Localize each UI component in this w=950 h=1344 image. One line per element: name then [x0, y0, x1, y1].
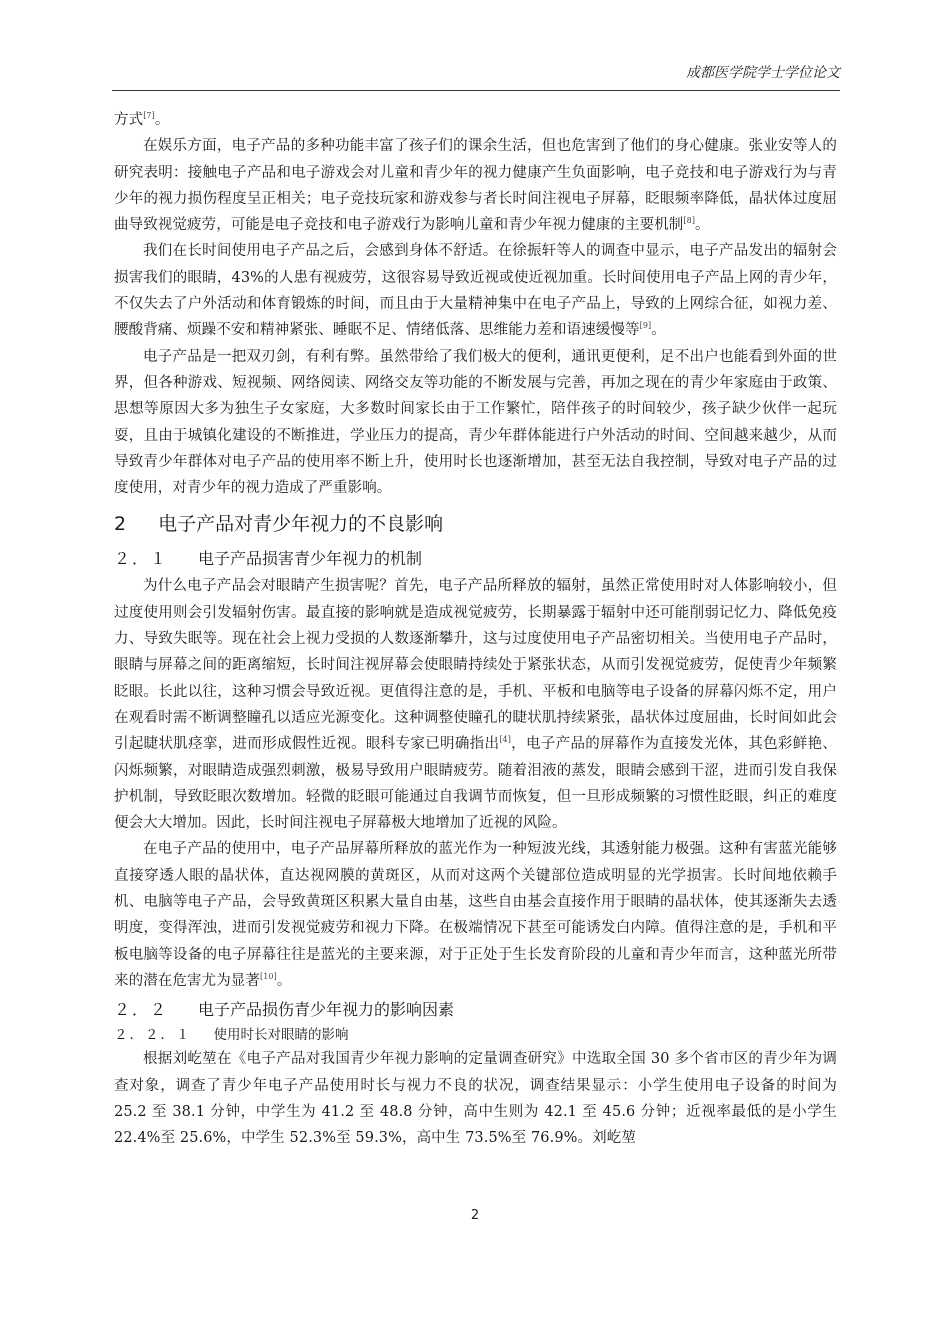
- subsubsection-heading: ２．２．１ 使用时长对眼睛的影响: [114, 1027, 349, 1044]
- citation: [9]: [639, 321, 652, 331]
- paragraph: 电子产品是一把双刃剑，有利有弊。虽然带给了我们极大的便利，通讯更便利，足不出户也能看到外面的世界，但各种游戏、短视频、网络阅读、网络交友等功能的不断发展与完善，再加之现在的青少年家庭由于政策、思想等原因大多为独生子女家庭，大多数时间家长由于工作繁忙，陪伴孩子的时间较少，孩子缺少伙伴一起玩耍，且由于城镇化建设的不断推进，学业压力的提高，青少年群体能进行户外活动的时间、空间越来越少，从而导致青少年群体对电子产品的使用率不断上升，使用时长也逐渐增加，甚至无法自我控制，导致对电子产品的过度使用，对青少年的视力造成了严重影响。: [114, 348, 837, 497]
- paragraph: 我们在长时间使用电子产品之后，会感到身体不舒适。在徐振轩等人的调查中显示，电子产品发出的辐射会损害我们的眼睛，43%的人患有视疲劳，这很容易导致近视或使近视加重。长时间使用电子产品上网的青少年，不仅失去了户外活动和体育锻炼的时间，而且由于大量精神集中在电子产品上，导致的上网综合征，如视力差、腰酸背痛、烦躁不安和精神紧张、睡眠不足、情绪低落、思维能力差和语速缓慢等[9]。: [114, 243, 837, 339]
- paragraph: 在电子产品的使用中，电子产品屏幕所释放的蓝光作为一种短波光线，其透射能力极强。这种有害蓝光能够直接穿透人眼的晶状体，直达视网膜的黄斑区，从而对这两个关键部位造成明显的光学损害。长时间地依赖手机、电脑等电子产品，会导致黄斑区积累大量自由基，这些自由基会直接作用于眼睛的晶状体，使其逐渐失去透明度，变得浑浊，进而引发视觉疲劳和视力下降。在极端情况下甚至可能诱发白内障。值得注意的是，手机和平板电脑等设备的电子屏幕往往是蓝光的主要来源，对于正处于生长发育阶段的儿童和青少年而言，这种蓝光所带来的潜在危害尤为显著[10]。: [114, 841, 837, 989]
- running-header: 成都医学院学士学位论文: [686, 65, 840, 81]
- section-heading: 2 电子产品对青少年视力的不良影响: [114, 513, 444, 536]
- citation: [8]: [683, 216, 696, 226]
- paragraph: 在娱乐方面，电子产品的多种功能丰富了孩子们的课余生活，但也危害到了他们的身心健康。张业安等人的研究表明：接触电子产品和电子游戏会对儿童和青少年的视力健康产生负面影响，电子竞技和电子游戏行为与青少年的视力损伤程度呈正相关；电子竞技玩家和游戏参与者长时间注视电子屏幕，眨眼频率降低，晶状体过度屈曲导致视觉疲劳，可能是电子竞技和电子游戏行为影响儿童和青少年视力健康的主要机制[8]。: [114, 138, 837, 234]
- citation: [4]: [499, 735, 511, 745]
- header-rule: [112, 90, 840, 91]
- citation: [7]: [143, 111, 155, 120]
- paragraph: 为什么电子产品会对眼睛产生损害呢？首先，电子产品所释放的辐射，虽然正常使用时对人体影响较小，但过度使用则会引发辐射伤害。最直接的影响就是造成视觉疲劳，长期暴露于辐射中还可能削弱记忆力、降低免疫力、导致失眠等。现在社会上视力受损的人数逐渐攀升，这与过度使用电子产品密切相关。当使用电子产品时，眼睛与屏幕之间的距离缩短，长时间注视屏幕会使眼睛持续处于紧张状态，从而引发视觉疲劳，促使青少年频繁眨眼。长此以往，这种习惯会导致近视。更值得注意的是，手机、平板和电脑等电子设备的屏幕闪烁不定，用户在观看时需不断调整瞳孔以适应光源变化。这种调整使瞳孔的睫状肌持续紧张，晶状体过度屈曲，长时间如此会引起睫状肌痉挛，进而形成假性近视。眼科专家已明确指出[4]，电子产品的屏幕作为直接发光体，其色彩鲜艳、闪烁频繁，对眼睛造成强烈刺激，极易导致用户眼睛疲劳。随着泪液的蒸发，眼睛会感到干涩，进而引发自我保护机制，导致眨眼次数增加。轻微的眨眼可能通过自我调节而恢复，但一旦形成频繁的习惯性眨眼，纠正的难度便会大大增加。因此，长时间注视电子屏幕极大地增加了近视的风险。: [114, 578, 837, 832]
- citation: [10]: [260, 971, 277, 981]
- subsection-heading: ２．１ 电子产品损害青少年视力的机制: [114, 549, 423, 569]
- page-number: 2: [470, 1208, 480, 1223]
- paragraph: 方式[7]。: [114, 111, 170, 128]
- page-body: [114, 107, 837, 1151]
- paragraph: 根据刘屹堃在《电子产品对我国青少年视力影响的定量调查研究》中选取全国 30 多个省市区的青少年为调查对象，调查了青少年电子产品使用时长与视力不良的状况，调查结果显示：小学生使用电子设备的时间为 25.2 至 38.1 分钟，中学生为 41.2 至 48.8 分钟，高中生则为 42.1 至 45.6 分钟；近视率最低的是小学生 22.4%至 25.6%，中学生 52.3%至 59.3%，高中生 73.5%至 76.9%。刘屹堃: [114, 1051, 837, 1147]
- subsection-heading: ２．２ 电子产品损伤青少年视力的影响因素: [114, 1000, 455, 1020]
